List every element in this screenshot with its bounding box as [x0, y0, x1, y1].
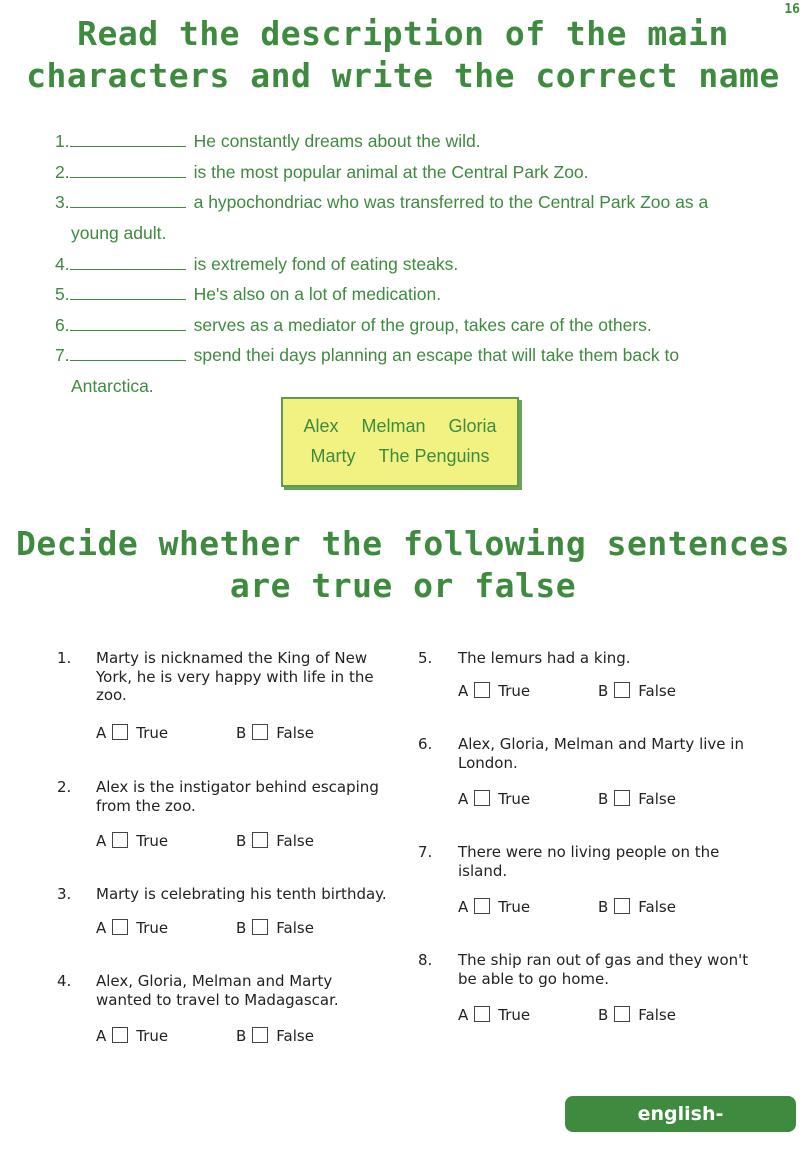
description-item-2 [55, 162, 589, 183]
item-text: spend thei days planning an escape that will take them back to [193, 345, 680, 365]
checkbox[interactable] [112, 724, 128, 740]
option-label: False [276, 724, 314, 742]
option-letter: B [598, 790, 609, 808]
option-letter: B [598, 682, 609, 700]
option-label: False [638, 1006, 676, 1024]
checkbox[interactable] [474, 682, 490, 698]
question-1-option-a[interactable] [96, 724, 168, 742]
item-text: He's also on a lot of medication. [193, 284, 442, 304]
page-number: 16 [784, 2, 800, 17]
checkbox[interactable] [252, 919, 268, 935]
question-7-option-b[interactable] [598, 898, 676, 916]
site-link[interactable]: english-workbooks.ru [565, 1096, 796, 1132]
item-text: He constantly dreams about the wild. [193, 131, 481, 151]
question-5-text: The lemurs had a king. [458, 649, 631, 667]
question-4-number: 4. [57, 972, 72, 990]
question-2-option-a[interactable] [96, 832, 168, 850]
name-alex: Alex [303, 416, 339, 436]
option-label: True [136, 724, 169, 742]
option-letter: A [458, 682, 469, 700]
checkbox[interactable] [614, 682, 630, 698]
question-7-option-a[interactable] [458, 898, 530, 916]
question-1-text: Marty is nicknamed the King of New York, he is very happy with life in the zoo. [96, 649, 374, 704]
section1-title-line1: Read the description of the main [77, 14, 729, 53]
section2-title-line1: Decide whether the following sentences [16, 524, 790, 563]
question-4-option-a[interactable] [96, 1027, 168, 1045]
checkbox[interactable] [112, 832, 128, 848]
question-3-option-a[interactable] [96, 919, 168, 937]
name-the-penguins: The Penguins [378, 446, 490, 466]
checkbox[interactable] [474, 790, 490, 806]
answer-blank[interactable] [70, 285, 186, 300]
item-number: 3. [55, 192, 70, 212]
checkbox[interactable] [112, 1027, 128, 1043]
option-letter: A [458, 1006, 469, 1024]
checkbox[interactable] [474, 1006, 490, 1022]
option-label: False [638, 682, 676, 700]
question-2-number: 2. [57, 778, 72, 796]
option-label: True [136, 919, 169, 937]
checkbox[interactable] [614, 1006, 630, 1022]
description-item-7 [55, 345, 679, 366]
question-8-text: The ship ran out of gas and they won't be able to go home. [458, 951, 749, 988]
name-melman: Melman [361, 416, 426, 436]
question-8-option-b[interactable] [598, 1006, 676, 1024]
checkbox[interactable] [252, 832, 268, 848]
item-number: 2. [55, 162, 70, 182]
question-7-number: 7. [418, 843, 433, 861]
answer-blank[interactable] [70, 163, 186, 178]
option-letter: A [96, 724, 107, 742]
description-item-3 [55, 192, 708, 213]
item-number: 4. [55, 254, 70, 274]
checkbox[interactable] [252, 724, 268, 740]
item-text: is the most popular animal at the Central Park Zoo. [193, 162, 589, 182]
question-6-option-b[interactable] [598, 790, 676, 808]
checkbox[interactable] [252, 1027, 268, 1043]
option-label: True [498, 790, 531, 808]
option-label: False [638, 790, 676, 808]
name-marty: Marty [310, 446, 356, 466]
item-text: is extremely fond of eating steaks. [193, 254, 459, 274]
option-letter: A [96, 919, 107, 937]
item-number: 5. [55, 284, 70, 304]
description-item-3-continued: young adult. [71, 223, 167, 243]
question-5-option-b[interactable] [598, 682, 676, 700]
question-2-option-b[interactable] [236, 832, 314, 850]
answer-blank[interactable] [70, 316, 186, 331]
option-label: False [276, 1027, 314, 1045]
answer-blank[interactable] [70, 346, 186, 361]
description-item-7-continued: Antarctica. [71, 376, 154, 396]
question-3-text: Marty is celebrating his tenth birthday. [96, 885, 387, 903]
name-bank [281, 397, 519, 487]
question-2-text: Alex is the instigator behind escaping from the zoo. [96, 778, 379, 815]
option-letter: B [598, 1006, 609, 1024]
answer-blank[interactable] [70, 132, 186, 147]
answer-blank[interactable] [70, 255, 186, 270]
question-6-text: Alex, Gloria, Melman and Marty live in London. [458, 735, 744, 772]
option-letter: B [236, 919, 247, 937]
option-letter: B [236, 1027, 247, 1045]
section1-title-line2: characters and write the correct name [26, 56, 780, 95]
question-7-text: There were no living people on the island. [458, 843, 720, 880]
question-1-number: 1. [57, 649, 72, 667]
option-letter: B [236, 724, 247, 742]
checkbox[interactable] [614, 790, 630, 806]
item-number: 6. [55, 315, 70, 335]
option-letter: A [96, 832, 107, 850]
item-text: a hypochondriac who was transferred to the Central Park Zoo as a [193, 192, 709, 212]
option-letter: A [96, 1027, 107, 1045]
name-gloria: Gloria [448, 416, 497, 436]
checkbox[interactable] [474, 898, 490, 914]
question-4-text: Alex, Gloria, Melman and Marty wanted to travel to Madagascar. [96, 972, 339, 1009]
option-letter: B [236, 832, 247, 850]
option-label: False [276, 919, 314, 937]
description-item-6 [55, 315, 652, 336]
question-6-option-a[interactable] [458, 790, 530, 808]
option-label: True [498, 898, 531, 916]
question-5-option-a[interactable] [458, 682, 530, 700]
question-6-number: 6. [418, 735, 433, 753]
option-letter: A [458, 790, 469, 808]
item-number: 1. [55, 131, 70, 151]
checkbox[interactable] [614, 898, 630, 914]
question-3-number: 3. [57, 885, 72, 903]
item-text: serves as a mediator of the group, takes care of the others. [193, 315, 652, 335]
question-1-option-b[interactable] [236, 724, 314, 742]
option-label: True [136, 832, 169, 850]
question-4-option-b[interactable] [236, 1027, 314, 1045]
option-label: True [498, 682, 531, 700]
question-8-option-a[interactable] [458, 1006, 530, 1024]
option-letter: B [598, 898, 609, 916]
item-number: 7. [55, 345, 70, 365]
description-item-4 [55, 254, 458, 275]
section2-title-line2: are true or false [229, 566, 577, 605]
option-label: False [276, 832, 314, 850]
question-3-option-b[interactable] [236, 919, 314, 937]
option-label: True [498, 1006, 531, 1024]
description-item-5 [55, 284, 441, 305]
description-item-1 [55, 131, 481, 152]
answer-blank[interactable] [70, 193, 186, 208]
question-5-number: 5. [418, 649, 433, 667]
checkbox[interactable] [112, 919, 128, 935]
question-8-number: 8. [418, 951, 433, 969]
option-label: False [638, 898, 676, 916]
option-letter: A [458, 898, 469, 916]
option-label: True [136, 1027, 169, 1045]
